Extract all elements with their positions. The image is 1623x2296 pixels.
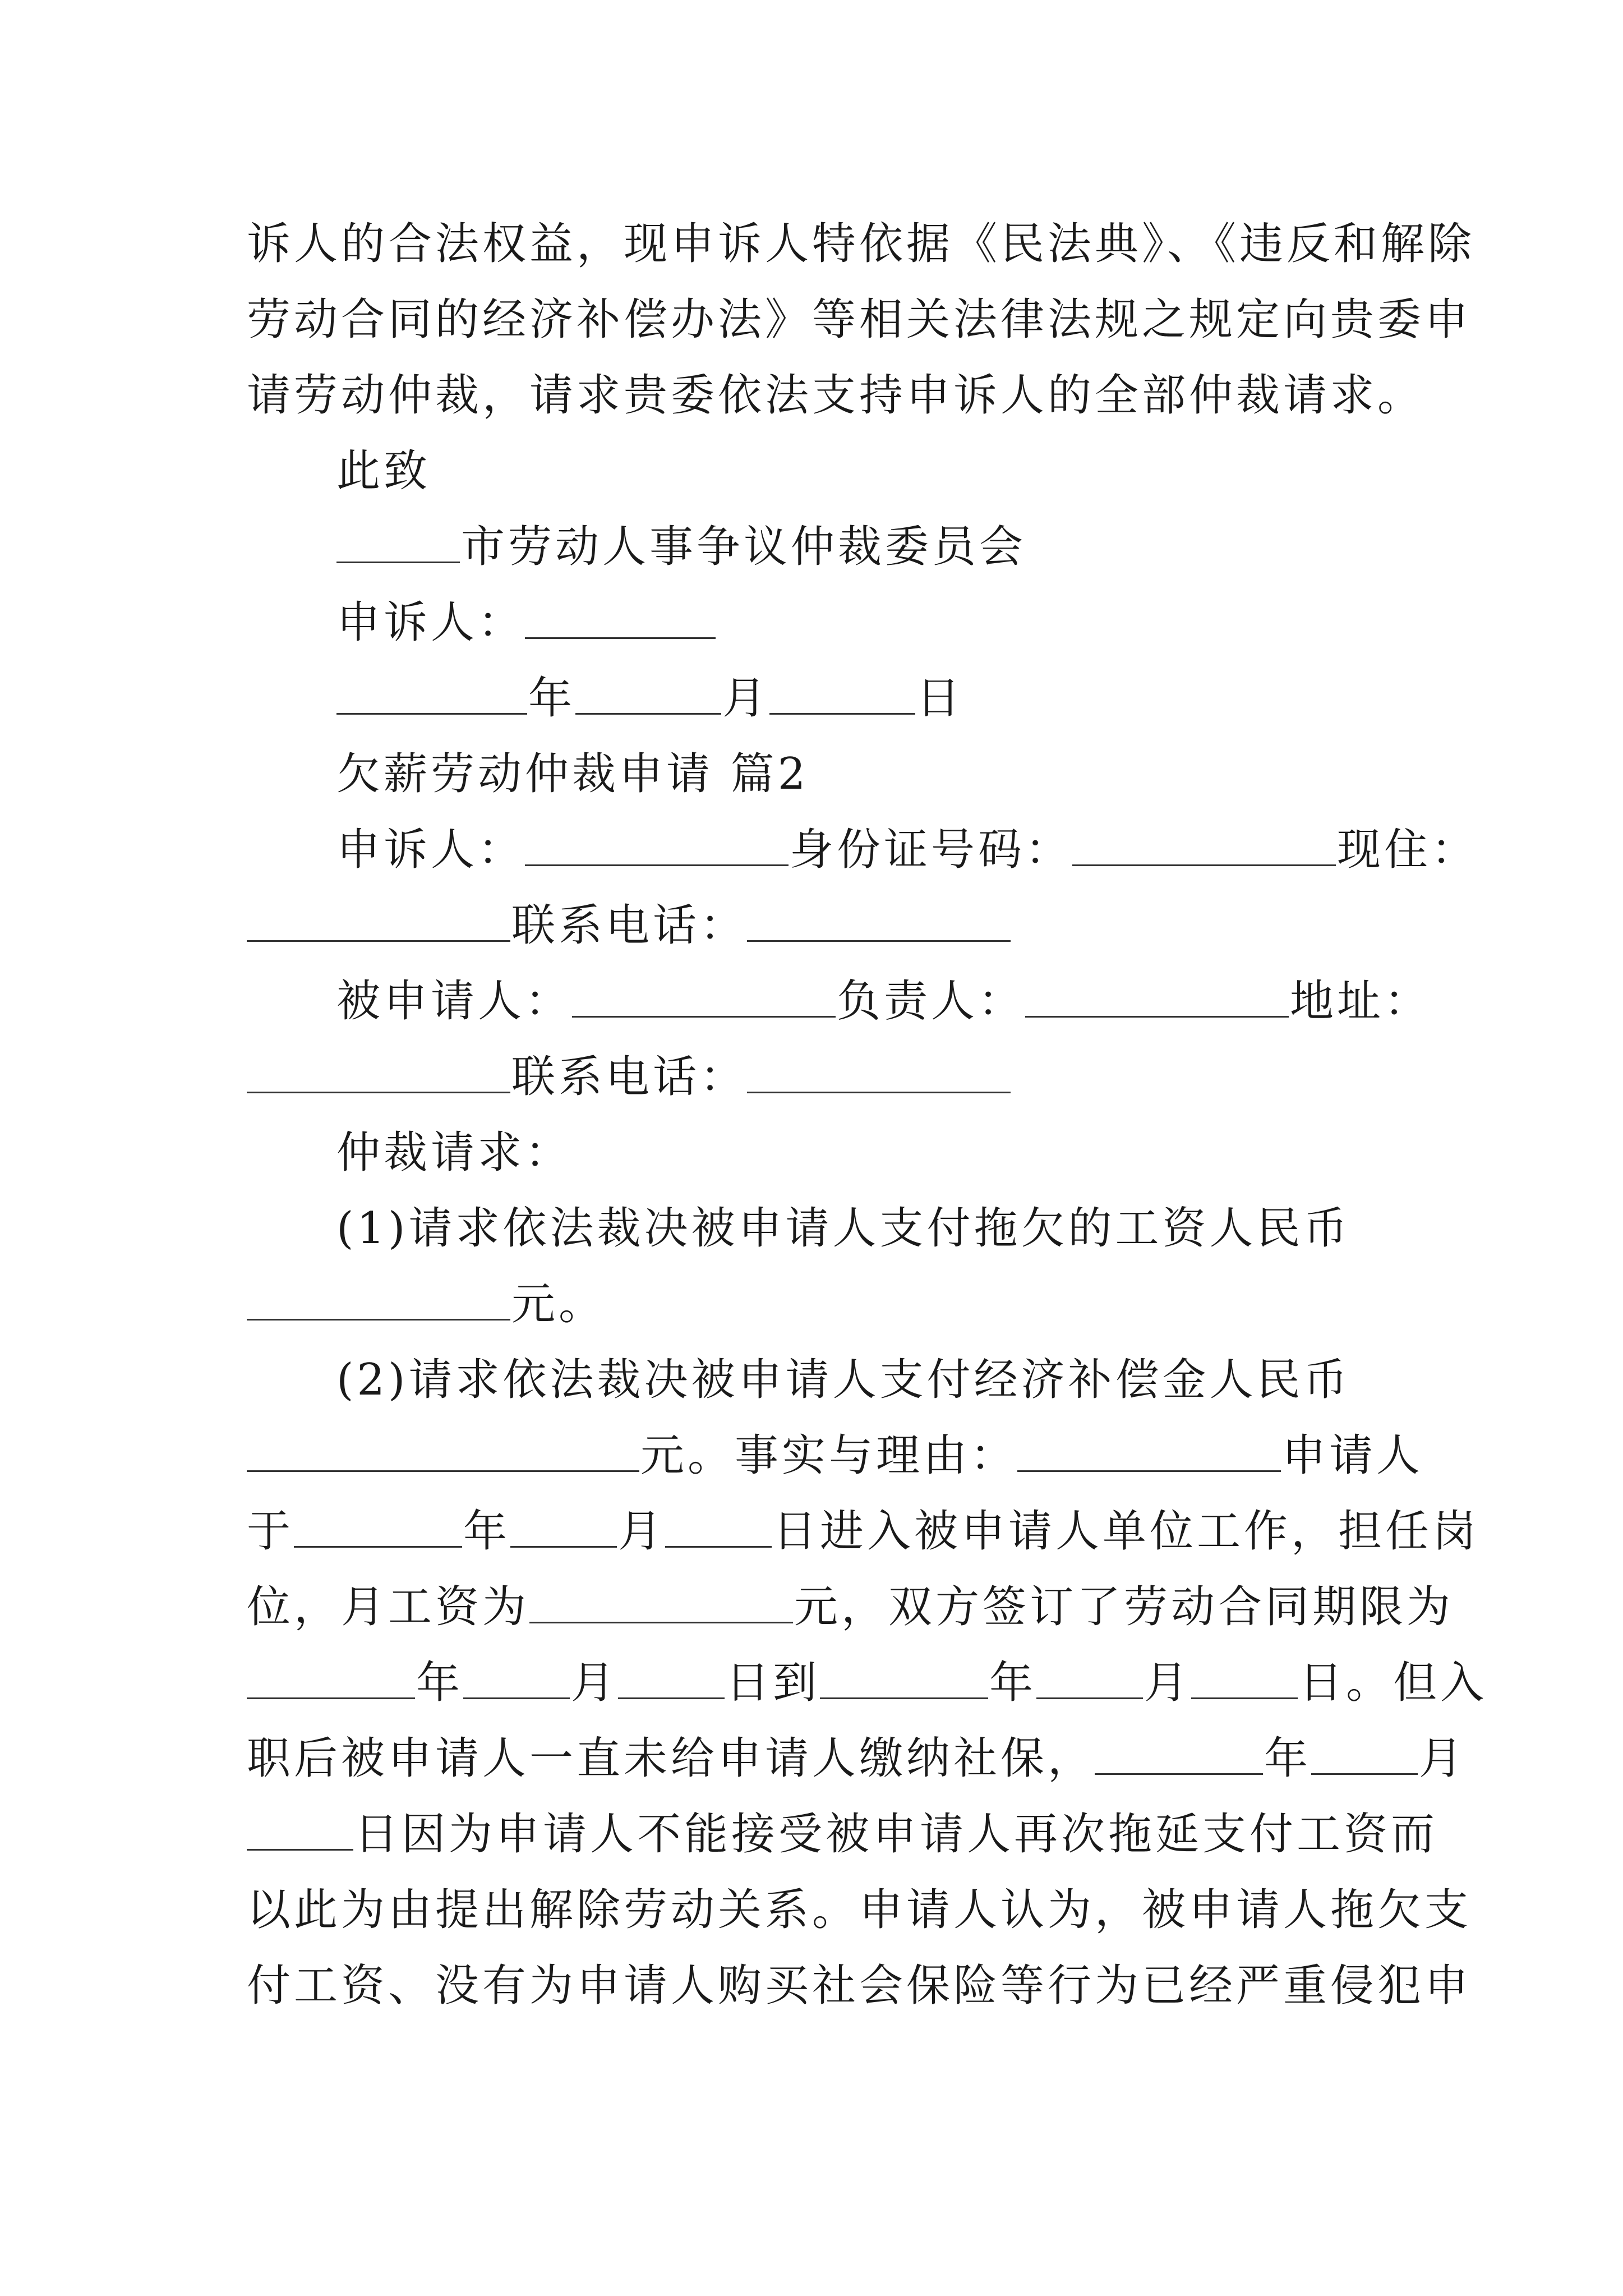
- end-month-label: 月: [1144, 1658, 1192, 1708]
- respondent-phone-line: [247, 1043, 1391, 1111]
- year-blank: [336, 665, 527, 715]
- violation-line: 付工资、没有为申请人购买社会保险等行为已经严重侵犯申: [247, 1961, 1472, 2011]
- person-in-charge-blank: [1025, 968, 1289, 1018]
- claim-1-amount-blank: [247, 1271, 510, 1320]
- salary-line: [247, 1573, 1454, 1641]
- claims-heading: 仲裁请求：: [336, 1128, 573, 1178]
- end-month-blank: [1036, 1649, 1143, 1699]
- entry-day-blank: [665, 1498, 772, 1548]
- month-label: 月: [722, 673, 770, 724]
- respondent-info-line: [336, 968, 1481, 1035]
- termination-year-blank: [1095, 1725, 1263, 1775]
- signature-blank: [525, 589, 716, 639]
- end-year-label: 年: [989, 1658, 1037, 1708]
- termination-year-label: 年: [1264, 1733, 1312, 1784]
- salutation: 此致: [336, 446, 431, 496]
- address-blank: [247, 1043, 510, 1093]
- claim-1-end: 元。: [511, 1279, 606, 1329]
- post-text: 位，月工资为: [247, 1582, 530, 1632]
- person-in-charge-label: 负责人：: [837, 976, 1026, 1027]
- terminate-line: 以此为由提出解除劳动关系。申请人认为，被申请人拖欠支: [247, 1885, 1472, 1935]
- paragraph-line-1: 诉人的合法权益，现申诉人特依据《民法典》、《违反和解除: [247, 219, 1476, 269]
- start-year-blank: [247, 1649, 415, 1699]
- complainant-info-line: [336, 816, 1481, 884]
- end-year-blank: [820, 1649, 988, 1699]
- respondent-phone-blank: [747, 1043, 1011, 1093]
- contract-text: 元，双方签订了劳动合同期限为: [794, 1582, 1454, 1632]
- facts-blank: [1017, 1422, 1281, 1472]
- month-blank: [575, 665, 721, 715]
- insurance-line: [247, 1725, 1467, 1792]
- day-blank: [769, 665, 915, 715]
- reason-line: [247, 1801, 1438, 1868]
- claim-2-end: 元。事实与理由：: [640, 1430, 1018, 1481]
- because-text: 日因为申请人不能接受被申请人再次拖延支付工资而: [354, 1809, 1438, 1860]
- claim-2-amount-blank: [247, 1422, 639, 1472]
- paragraph-line-2: 劳动合同的经济补偿办法》等相关法律法规之规定向贵委申: [247, 295, 1472, 345]
- phone-blank: [747, 892, 1011, 942]
- end-day-blank: [1191, 1649, 1298, 1699]
- complainant-signature-label: 申诉人：: [336, 597, 525, 648]
- current-address-blank: [247, 892, 510, 942]
- address-label: 地址：: [1290, 976, 1432, 1027]
- claim-2-line: [336, 1346, 1481, 1414]
- section-title: 欠薪劳动仲裁申请 篇2: [336, 749, 809, 799]
- applicant-word: 申请人: [1282, 1430, 1424, 1481]
- salary-blank: [529, 1573, 793, 1623]
- start-year-label: 年: [416, 1658, 464, 1708]
- respondent-blank: [572, 968, 836, 1018]
- termination-day-blank: [247, 1801, 353, 1851]
- committee-name: 市劳动人事争议仲裁委员会: [461, 522, 1027, 572]
- claim-1-amount-line: [247, 1271, 1391, 1338]
- start-month-blank: [463, 1649, 570, 1699]
- entry-month-label: 月: [618, 1506, 666, 1557]
- claim-2-amount-line: [247, 1422, 1424, 1489]
- entry-year-label: 年: [463, 1506, 511, 1557]
- claim-1-text: (1)请求依法裁决被申请人支付拖欠的工资人民币: [336, 1203, 1351, 1254]
- id-number-label: 身份证号码：: [790, 825, 1073, 875]
- year-label: 年: [528, 673, 576, 724]
- current-address-label: 现住：: [1337, 825, 1479, 875]
- day-label: 日: [916, 673, 964, 724]
- city-blank: [336, 513, 460, 563]
- start-day-blank: [618, 1649, 725, 1699]
- termination-month-blank: [1311, 1725, 1418, 1775]
- id-number-blank: [1072, 816, 1336, 866]
- paragraph-line-3: 请劳动仲裁，请求贵委依法支持申诉人的全部仲裁请求。: [247, 370, 1425, 421]
- claim-2-text: (2)请求依法裁决被申请人支付经济补偿金人民币: [336, 1355, 1351, 1405]
- complainant-label: 申诉人：: [336, 825, 525, 875]
- signature-line: [336, 589, 1481, 656]
- phone-label: 联系电话：: [511, 900, 748, 951]
- claim-1-line: [336, 1195, 1481, 1262]
- entry-text: 日进入被申请人单位工作，担任岗: [773, 1506, 1480, 1557]
- start-month-label: 月: [571, 1658, 619, 1708]
- respondent-label: 被申请人：: [336, 976, 573, 1027]
- date-line: [336, 665, 1481, 732]
- entry-year-blank: [294, 1498, 462, 1548]
- termination-month-label: 月: [1419, 1733, 1467, 1784]
- no-insurance-text: 职后被申请人一直未给申请人缴纳社保，: [247, 1733, 1095, 1784]
- complainant-blank: [525, 816, 789, 866]
- respondent-phone-label: 联系电话：: [511, 1052, 748, 1102]
- contract-term-line: [247, 1649, 1488, 1717]
- complainant-phone-line: [247, 892, 1391, 959]
- to-text: 日到: [726, 1658, 820, 1708]
- entry-date-line: [247, 1498, 1480, 1565]
- entry-month-blank: [510, 1498, 617, 1548]
- committee-line: [336, 513, 1481, 581]
- yu-word: 于: [247, 1506, 294, 1557]
- but-text: 日。但入: [1299, 1658, 1488, 1708]
